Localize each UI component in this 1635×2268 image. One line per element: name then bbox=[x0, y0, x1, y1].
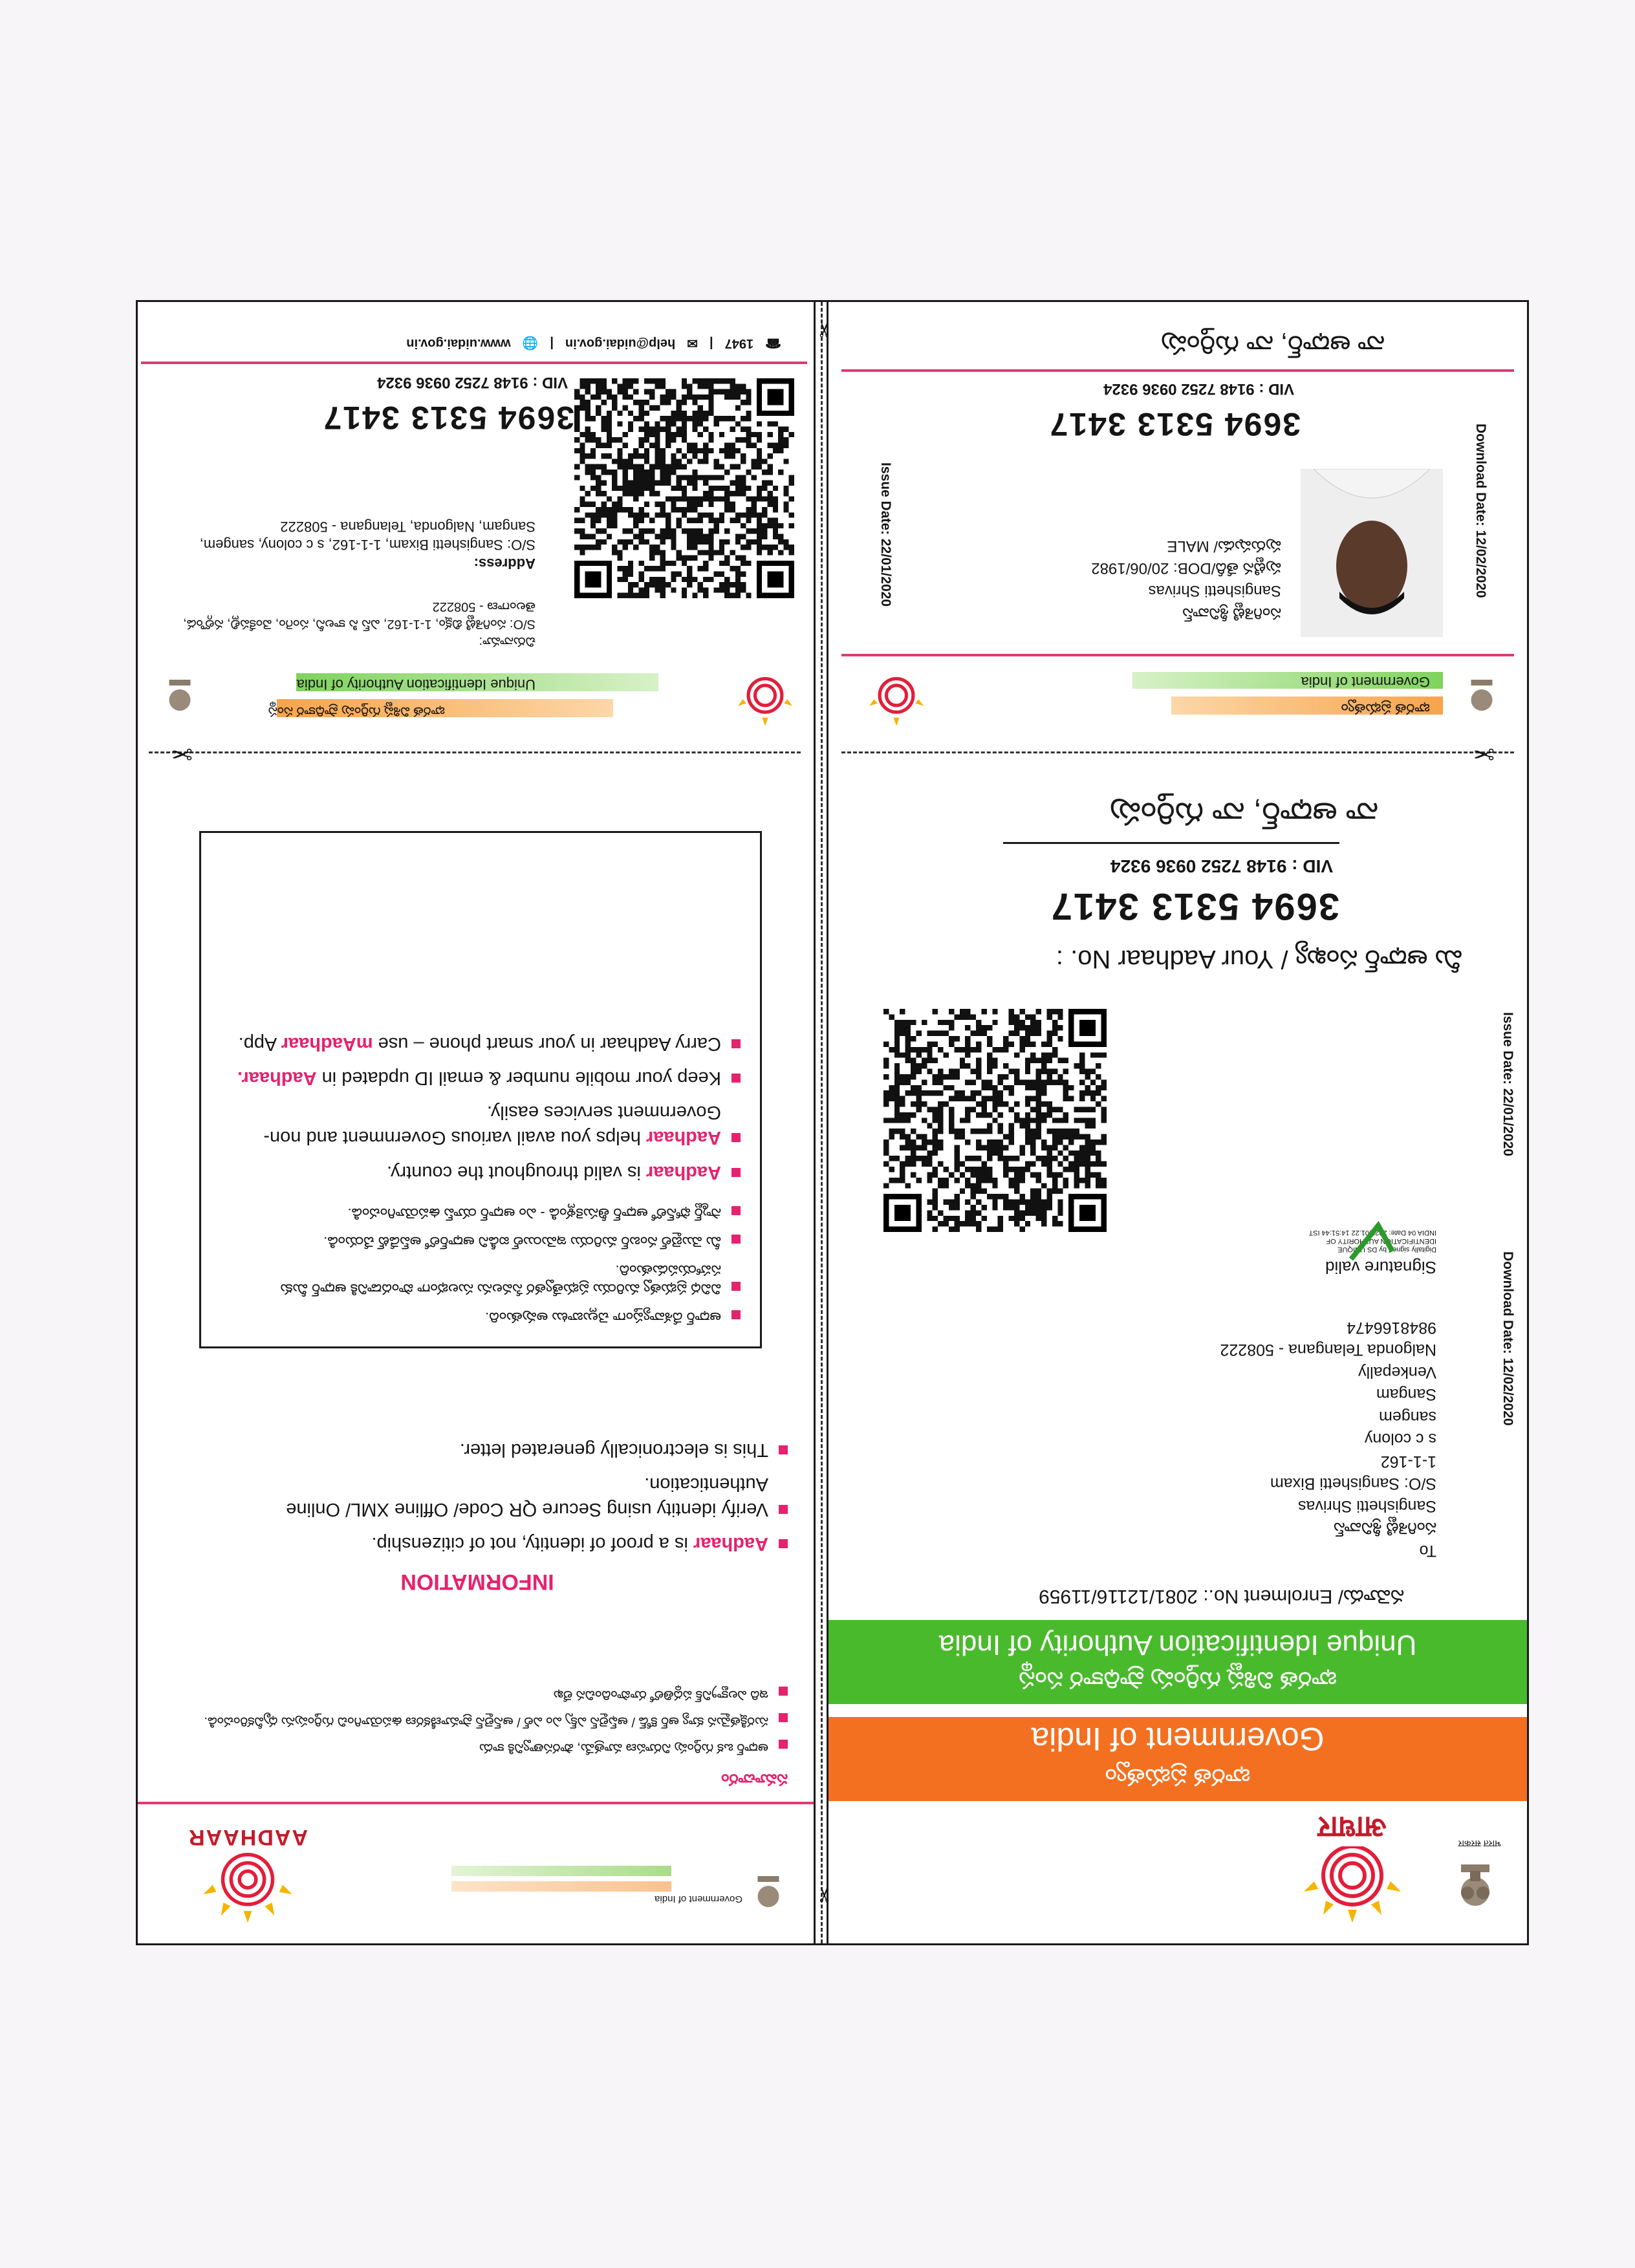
phone-number: 1947 bbox=[724, 336, 754, 351]
signature-detail: Digitally signed by DS UNIQUE IDENTIFICATION AUTHORITY OF INDIA 04 Date: 2020.01.22 14:51:44 IST bbox=[1308, 1228, 1436, 1253]
letter-download-date: Download Date: 12/02/2020 bbox=[1500, 1251, 1515, 1426]
card-aadhaar-number: 3694 5313 3417 bbox=[1048, 406, 1301, 442]
address-line: 1-1-162 bbox=[1380, 1453, 1436, 1471]
info-english bbox=[167, 1427, 788, 1594]
box-te-bullet: స్మార్ట్ ఫోన్‌లో ఆధార్ తీసుకెళ్లండి - ఎం ఆధార్ యాప్ ఉపయోగించండి. bbox=[221, 1204, 741, 1224]
card-uid-telugu: భారత విశిష్ట గుర్తింపు ప్రాధికార సంస్థ bbox=[268, 704, 445, 718]
address-line: sangem bbox=[1379, 1408, 1436, 1426]
address-line: Sangishetti Shrivas bbox=[1297, 1497, 1436, 1515]
gov-caption: Government of India bbox=[655, 1894, 742, 1905]
uidai-band-telugu: భారత విశిష్ట గుర్తింపు ప్రాధికార సంస్థ bbox=[1019, 1667, 1337, 1694]
info-title-telugu: సమాచారం bbox=[721, 1771, 788, 1788]
vid-underline bbox=[1003, 842, 1339, 844]
info-en-bullet: Verify identity using Secure QR Code/ Offline XML/ Online Authentication. bbox=[167, 1471, 788, 1522]
footer-website: www.uidai.gov.in bbox=[406, 336, 511, 351]
card-issue-date: Issue Date: 22/01/2020 bbox=[878, 462, 893, 607]
qr-code bbox=[883, 1009, 1107, 1232]
box-en-bullet: Keep your mobile number & email ID updated in Aadhaar. bbox=[221, 1065, 741, 1090]
address-line: S/O: Sangishetti Bixam bbox=[1270, 1474, 1436, 1493]
address-line: Venkepally bbox=[1358, 1363, 1436, 1381]
card-download-date: Download Date: 12/02/2020 bbox=[1473, 424, 1488, 598]
ashoka-emblem-icon bbox=[160, 669, 199, 721]
to-label: To bbox=[1419, 1542, 1436, 1560]
gov-band bbox=[828, 1717, 1527, 1801]
address-line: సంగిశెట్టి శ్రీనివాస్ bbox=[1333, 1519, 1436, 1538]
aadhaar-front-card bbox=[841, 314, 1514, 734]
gov-band-english: Government of India bbox=[1031, 1721, 1325, 1757]
uidai-band-english: Unique Identification Authority of India bbox=[938, 1629, 1417, 1661]
fold-divider bbox=[814, 302, 836, 1943]
info-telugu bbox=[167, 1677, 788, 1788]
ashoka-emblem-icon bbox=[1462, 669, 1501, 721]
address-english: S/O: Sangishetti Bixam, 1-1-162, s c colony, sangem, Sangam, Nalgonda, Telangana - 508222 bbox=[199, 518, 536, 554]
gov-band-telugu: భారత ప్రభుత్వం bbox=[1105, 1764, 1251, 1791]
info-te-bullet: ఆధార్ ఒక గుర్తింపు నిరూపణ మాత్రమే, పౌరసత్వానికి కాదు bbox=[167, 1739, 788, 1756]
card-header-line bbox=[841, 654, 1514, 656]
aadhaar-letter-sheet bbox=[136, 300, 1529, 1945]
card-tagline: నా ఆధార్, నా గుర్తింపు bbox=[1161, 330, 1385, 359]
footer-email: help@uidai.gov.in bbox=[565, 336, 676, 351]
aadhaar-logo bbox=[186, 1824, 309, 1924]
card-vid: VID : 9148 7252 0936 9324 bbox=[1103, 380, 1294, 398]
scissors-icon: ✂ bbox=[814, 321, 836, 338]
letter-issue-date: Issue Date: 22/01/2020 bbox=[1500, 1012, 1515, 1156]
box-en-bullet: Carry Aadhaar in your smart phone – use mAadhaar App. bbox=[221, 1031, 741, 1056]
uidai-band bbox=[828, 1620, 1527, 1704]
card-gov-telugu: భారత ప్రభుత్వం bbox=[1341, 701, 1430, 717]
footer-separator: | bbox=[709, 336, 713, 351]
aadhaar-sun-logo-icon bbox=[1297, 1846, 1407, 1924]
card-address-telugu bbox=[154, 598, 536, 650]
card-footer-line bbox=[841, 369, 1514, 372]
enrolment-number: నమోదు/ Enrolment No.: 2081/12116/11959 bbox=[1039, 1586, 1404, 1607]
card-aadhaar-number: 3694 5313 3417 bbox=[322, 400, 574, 436]
info-te-bullet: సురక్షితమైన క్యూ ఆర్ కోడ్ / ఆఫ్‌లైన్ ఎక్స్ ఎం ఎల్ / ఆన్‌లైన్ ప్రామాణీకరణ ఉపయోగించి గుర్తింపును ధృవీకరించండి. bbox=[167, 1712, 788, 1730]
footer-separator: | bbox=[550, 336, 554, 351]
globe-icon: 🌐 bbox=[522, 336, 539, 350]
box-en-bullet: Aadhaar helps you avail various Government and non-Government services easily. bbox=[221, 1099, 741, 1150]
card-gov-english: Government of India bbox=[1301, 674, 1430, 690]
box-te-bullet: మీ మొబైల్ నంబర్ మరియు ఇమెయిల్ ఐడీని ఆధార్‌లో అప్‌డేట్ చేయండి. bbox=[221, 1232, 741, 1251]
address-telugu: S/O: సంగిశెట్టి బిక్షం, 1-1-162, ఎస్ సి కాలనీ, సంగెం, వెంకేపల్లి, నల్గొండ, తెలంగాణ - 508222 bbox=[183, 599, 536, 631]
address-label: Address: bbox=[473, 556, 536, 572]
photo bbox=[1301, 469, 1443, 637]
box-en-bullet: Aadhaar is valid throughout the country. bbox=[221, 1159, 741, 1184]
box-te-bullet: వివిధ ప్రభుత్వ మరియు ప్రభుత్వేతర సేవలను సులభంగా పొందడానికి ఆధార్ మీకు సహాయపడుతుంది. bbox=[221, 1260, 741, 1299]
phone-icon: ☎ bbox=[765, 336, 781, 350]
vid-number: VID : 9148 7252 0936 9324 bbox=[1110, 856, 1333, 876]
address-line: 9848166474 bbox=[1346, 1319, 1436, 1337]
gender: పురుషుడు/ MALE bbox=[1167, 537, 1281, 555]
signature-check-icon bbox=[1346, 1219, 1398, 1264]
cut-line bbox=[841, 751, 1514, 753]
aadhaar-letter-half bbox=[827, 302, 1527, 1943]
info-title-english: INFORMATION bbox=[400, 1570, 554, 1594]
your-aadhaar-label: మీ ఆధార్ సంఖ్య / Your Aadhaar No. : bbox=[1056, 945, 1462, 973]
info-box bbox=[199, 831, 762, 1348]
info-en-bullet: Aadhaar is a proof of identity, not of citizenship. bbox=[167, 1531, 788, 1556]
address-line: s c colony bbox=[1364, 1430, 1436, 1449]
address-block bbox=[1220, 1317, 1436, 1562]
tagline: నా ఆధార్, నా గుర్తింపు bbox=[1109, 796, 1378, 830]
info-en-bullet: This is electronically generated letter. bbox=[167, 1436, 788, 1462]
info-header-line bbox=[136, 1802, 814, 1804]
scissors-icon: ✂ bbox=[171, 739, 193, 768]
aadhaar-number: 3694 5313 3417 bbox=[1050, 885, 1339, 927]
card-details bbox=[1091, 534, 1281, 624]
signature-label: Signature valid bbox=[1325, 1258, 1436, 1277]
dob: పుట్టిన తేదీ/DOB: 20/06/1982 bbox=[1091, 559, 1281, 578]
aadhaar-sun-logo-icon bbox=[730, 676, 801, 728]
name-english: Sangishetti Shrivas bbox=[1148, 582, 1281, 600]
name-telugu: సంగిశెట్టి శ్రీనివాస్ bbox=[1182, 605, 1281, 622]
qr-code bbox=[574, 378, 794, 598]
aadhaar-back-card bbox=[141, 307, 807, 734]
scissors-icon: ✂ bbox=[814, 1886, 836, 1903]
signature-block bbox=[1294, 1227, 1436, 1277]
email-icon: ✉ bbox=[687, 336, 698, 350]
emblem-caption: भारत सरकार bbox=[1458, 1839, 1501, 1849]
scissors-icon: ✂ bbox=[1473, 739, 1495, 768]
card-uid-english: Unique Identification Authority of India bbox=[296, 676, 536, 693]
aadhaar-logo-text: आधार bbox=[1317, 1811, 1387, 1844]
aadhaar-sun-logo-icon bbox=[861, 676, 932, 728]
ashoka-emblem-icon bbox=[749, 1866, 788, 1917]
orange-stripe bbox=[451, 1881, 671, 1892]
card-footer bbox=[406, 335, 781, 351]
aadhaar-info-half bbox=[136, 302, 816, 1943]
cut-line bbox=[149, 751, 801, 753]
card-footer-line bbox=[141, 362, 807, 364]
person-photo-icon bbox=[1301, 469, 1443, 637]
address-label-telugu: చిరునామా: bbox=[479, 634, 536, 649]
box-te-bullet: ఆధార్ దేశవ్యాప్తంగా చెల్లుబాటు అవుతుంది. bbox=[221, 1308, 741, 1327]
address-line: Nalgonda Telangana - 508222 bbox=[1220, 1341, 1436, 1359]
address-line: Sangam bbox=[1376, 1385, 1436, 1404]
aadhaar-logo-text: AADHAAR bbox=[188, 1825, 308, 1850]
green-stripe bbox=[451, 1866, 671, 1876]
info-te-bullet: ఇది ఎలక్ట్రానిక్ పద్ధతిలో రూపొందించిన లేఖ bbox=[167, 1686, 788, 1703]
card-vid: VID : 9148 7252 0936 9324 bbox=[377, 374, 568, 391]
aadhaar-sun-logo-icon bbox=[186, 1853, 309, 1924]
ashoka-emblem-icon bbox=[1449, 1853, 1501, 1917]
aadhaar-logo bbox=[1294, 1808, 1411, 1924]
emblem bbox=[1436, 1837, 1501, 1917]
card-address-english bbox=[173, 517, 536, 572]
